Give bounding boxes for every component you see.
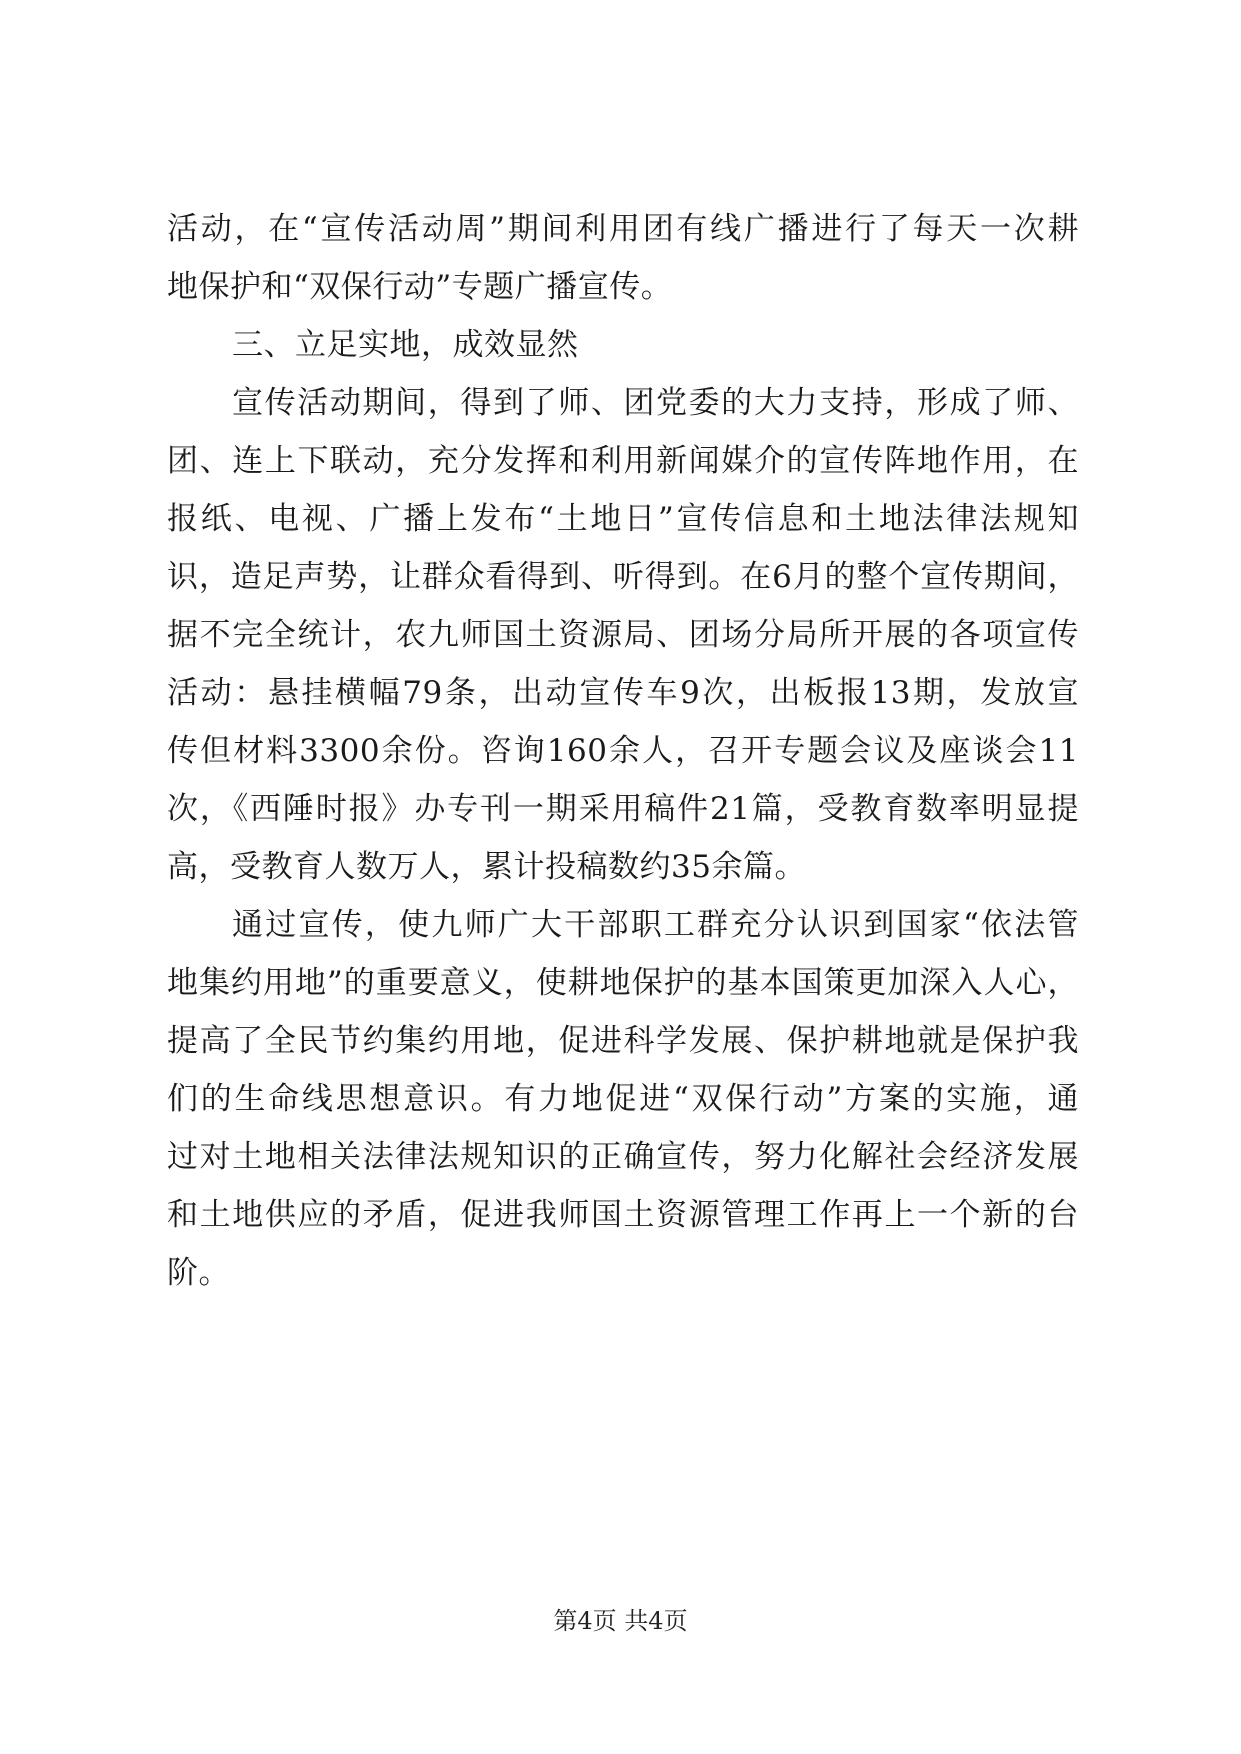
paragraph-line: 们的生命线思想意识。有力地促进“双保行动”方案的实施，通 <box>167 1081 1079 1117</box>
paragraph-line: 通过宣传，使九师广大干部职工群充分认识到国家“依法管 <box>232 907 1079 943</box>
paragraph-line: 地保护和“双保行动”专题广播宣传。 <box>167 269 673 305</box>
paragraph-line: 高，受教育人数万人，累计投稿数约35余篇。 <box>167 849 806 885</box>
paragraph-line: 提高了全民节约集约用地，促进科学发展、保护耕地就是保护我 <box>167 1023 1079 1059</box>
paragraph-line: 据不完全统计，农九师国土资源局、团场分局所开展的各项宣传 <box>167 617 1079 653</box>
section-heading: 三、立足实地，成效显然 <box>232 327 579 363</box>
page-number-footer: 第4页 共4页 <box>553 1607 688 1635</box>
paragraph-line: 报纸、电视、广播上发布“土地日”宣传信息和土地法律法规知 <box>167 501 1079 537</box>
paragraph-line: 传但材料3300余份。咨询160余人，召开专题会议及座谈会11 <box>167 733 1079 769</box>
paragraph-line: 宣传活动期间，得到了师、团党委的大力支持，形成了师、 <box>232 385 1079 421</box>
paragraph-line: 活动：悬挂横幅79条，出动宣传车9次，出板报13期，发放宣 <box>167 675 1079 711</box>
paragraph-line: 地集约用地”的重要意义，使耕地保护的基本国策更加深入人心， <box>167 965 1079 1001</box>
paragraph-line: 活动，在“宣传活动周”期间利用团有线广播进行了每天一次耕 <box>167 211 1079 247</box>
paragraph-line: 次，《西陲时报》办专刊一期采用稿件21篇，受教育数率明显提 <box>167 791 1079 827</box>
paragraph-line: 阶。 <box>167 1255 230 1291</box>
paragraph-line: 团、连上下联动，充分发挥和利用新闻媒介的宣传阵地作用，在 <box>167 443 1079 479</box>
paragraph-line: 识，造足声势，让群众看得到、听得到。在6月的整个宣传期间， <box>167 559 1079 595</box>
paragraph-line: 过对土地相关法律法规知识的正确宣传，努力化解社会经济发展 <box>167 1139 1079 1175</box>
paragraph-line: 和土地供应的矛盾，促进我师国土资源管理工作再上一个新的台 <box>167 1197 1079 1233</box>
